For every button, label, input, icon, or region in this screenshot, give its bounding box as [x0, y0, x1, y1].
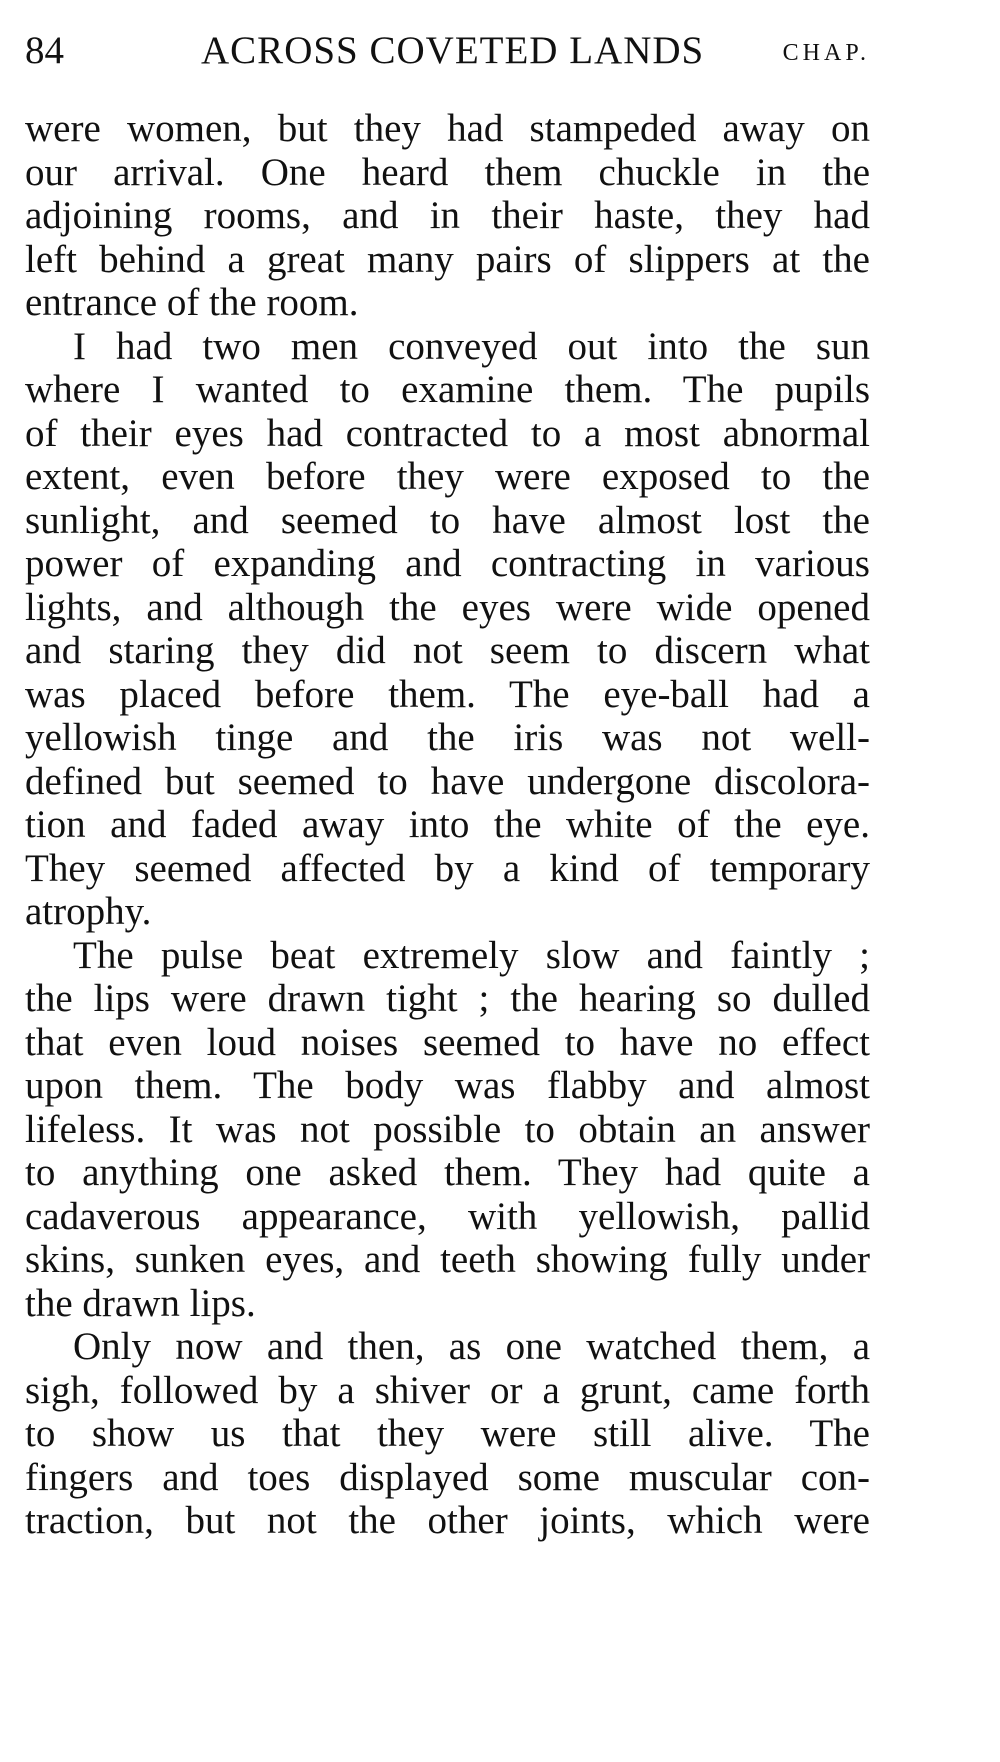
- text-line: were women, but they had stampeded away on: [25, 107, 870, 150]
- paragraph: [25, 1325, 870, 1543]
- paragraph: [25, 934, 870, 1326]
- text-line: of their eyes had contracted to a most abnormal: [25, 411, 870, 455]
- book-page: [25, 0, 875, 1762]
- text-line: tion and faded away into the white of the eye.: [25, 803, 870, 846]
- text-line: the lips were drawn tight ; the hearing so dulled: [25, 977, 870, 1020]
- text-line: sigh, followed by a shiver or a grunt, came forth: [25, 1368, 870, 1412]
- text-line: lights, and although the eyes were wide opened: [25, 585, 870, 629]
- text-line: that even loud noises seemed to have no effect: [25, 1020, 870, 1064]
- text-line: and staring they did not seem to discern what: [25, 629, 870, 672]
- text-line: left behind a great many pairs of slippers at the: [25, 237, 870, 281]
- text-line: to anything one asked them. They had quite a: [25, 1151, 870, 1194]
- paragraph: [25, 325, 870, 934]
- text-line: I had two men conveyed out into the sun: [73, 324, 870, 368]
- text-line: lifeless. It was not possible to obtain an answer: [25, 1107, 870, 1151]
- text-line: adjoining rooms, and in their haste, they had: [25, 194, 870, 237]
- running-head: [25, 26, 870, 76]
- text-line: defined but seemed to have undergone discolora-: [25, 759, 870, 803]
- text-line: yellowish tinge and the iris was not well-: [25, 716, 870, 759]
- text-line: skins, sunken eyes, and teeth showing fully under: [25, 1238, 870, 1281]
- text-line: cadaverous appearance, with yellowish, pallid: [25, 1194, 870, 1238]
- text-line: upon them. The body was flabby and almost: [25, 1064, 870, 1107]
- paragraph: [25, 107, 870, 325]
- text-line: power of expanding and contracting in various: [25, 542, 870, 585]
- text-line: They seemed affected by a kind of temporary: [25, 846, 870, 890]
- text-line: was placed before them. The eye-ball had a: [25, 672, 870, 716]
- text-line: entrance of the room.: [25, 281, 359, 324]
- text-line: atrophy.: [25, 890, 152, 933]
- text-line: to show us that they were still alive. The: [25, 1412, 870, 1455]
- running-title: ACROSS COVETED LANDS: [201, 29, 705, 72]
- text-line: extent, even before they were exposed to the: [25, 455, 870, 498]
- body-text: [25, 107, 870, 1543]
- text-line: The pulse beat extremely slow and faintly ;: [73, 933, 870, 977]
- text-line: where I wanted to examine them. The pupils: [25, 368, 870, 411]
- page-number: 84: [25, 29, 64, 72]
- text-line: Only now and then, as one watched them, a: [73, 1325, 870, 1368]
- text-line: our arrival. One heard them chuckle in the: [25, 150, 870, 194]
- text-line: fingers and toes displayed some muscular con-: [25, 1455, 870, 1499]
- text-line: sunlight, and seemed to have almost lost the: [25, 498, 870, 542]
- text-line: traction, but not the other joints, which were: [25, 1499, 870, 1542]
- text-line: the drawn lips.: [25, 1281, 256, 1325]
- chapter-label: CHAP.: [782, 40, 870, 66]
